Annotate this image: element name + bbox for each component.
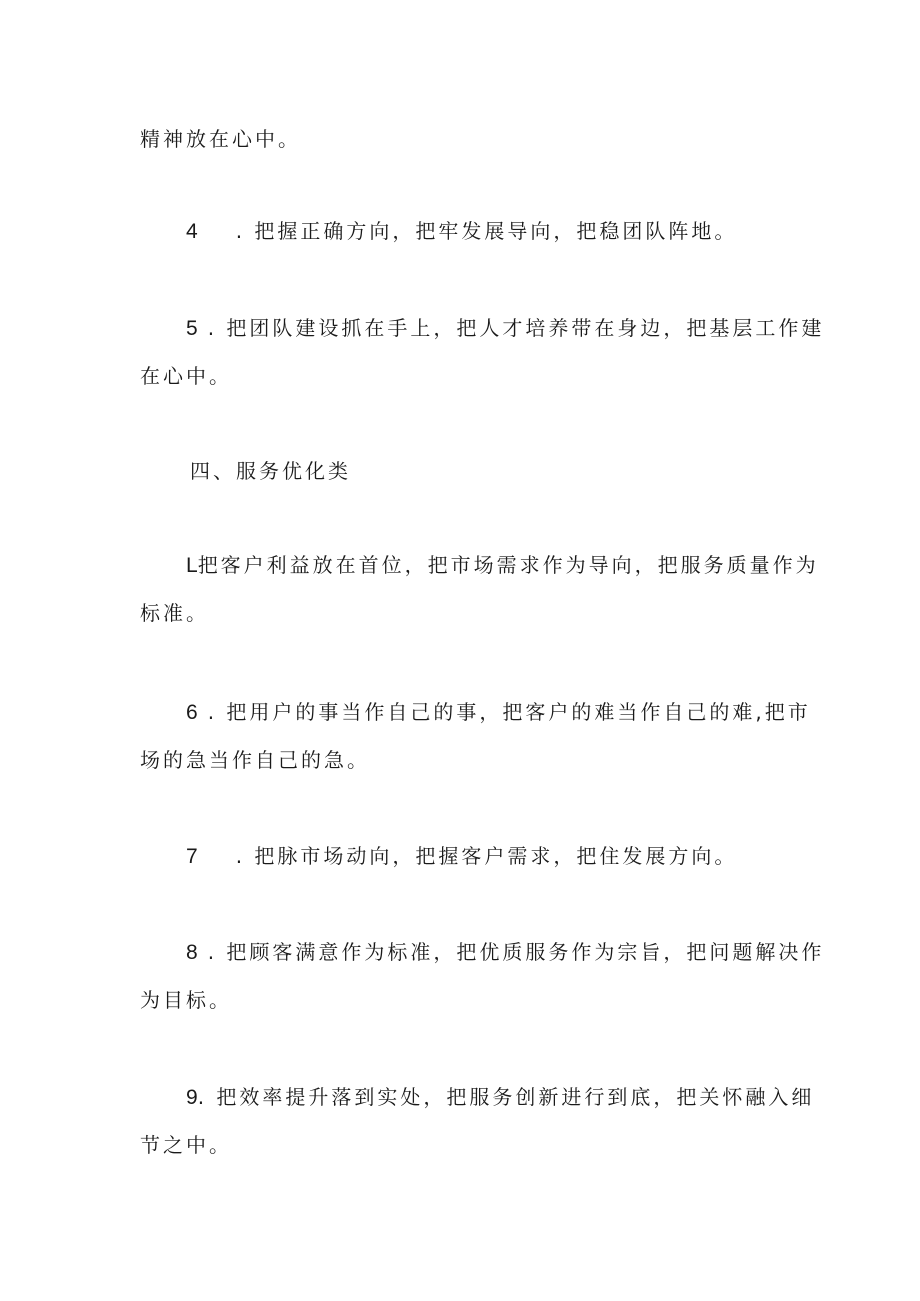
- item-text: 把客户利益放在首位，把市场需求作为导向，把服务质量作为: [197, 553, 819, 577]
- list-item-6: [186, 700, 811, 725]
- section-heading: [190, 459, 351, 483]
- item-text: . 把效率提升落到实处，把服务创新进行到底，把关怀融入细: [197, 1085, 815, 1109]
- list-item-6-continuation: [140, 748, 370, 772]
- list-item-8-continuation: [140, 988, 232, 1012]
- item-number: 5: [186, 317, 198, 340]
- paragraph-text: 精神放在心中。: [140, 127, 301, 151]
- list-item-5-continuation: [140, 364, 232, 388]
- list-item-8: [186, 940, 824, 965]
- list-item-9: [186, 1085, 814, 1110]
- list-item-9-continuation: [140, 1133, 232, 1157]
- item-number: L: [186, 554, 198, 577]
- item-text: . 把顾客满意作为标准，把优质服务作为宗旨，把问题解决作: [207, 940, 825, 964]
- item-number: 9: [186, 1086, 198, 1109]
- item-number: 7: [186, 845, 198, 868]
- list-item-4: [186, 219, 737, 244]
- list-item-5: [186, 316, 824, 341]
- item-text: . 把脉市场动向，把握客户需求，把住发展方向。: [235, 844, 738, 868]
- item-number: 6: [186, 701, 198, 724]
- item-text: . 把团队建设抓在手上，把人才培养带在身边，把基层工作建: [207, 316, 825, 340]
- list-item-7: [186, 844, 737, 869]
- item-text: 节之中。: [140, 1133, 232, 1157]
- item-text: 为目标。: [140, 988, 232, 1012]
- item-number: 8: [186, 941, 198, 964]
- item-text: . 把用户的事当作自己的事，把客户的难当作自己的难,把市: [207, 700, 811, 724]
- item-text: 场的急当作自己的急。: [140, 748, 370, 772]
- list-item-1: [186, 553, 819, 578]
- item-text: . 把握正确方向，把牢发展导向，把稳团队阵地。: [235, 219, 738, 243]
- item-text: 标准。: [140, 601, 209, 625]
- item-text: 在心中。: [140, 364, 232, 388]
- heading-text: 四、服务优化类: [190, 459, 351, 483]
- paragraph-continuation: [140, 127, 301, 151]
- list-item-1-continuation: [140, 601, 209, 625]
- item-number: 4: [186, 220, 198, 243]
